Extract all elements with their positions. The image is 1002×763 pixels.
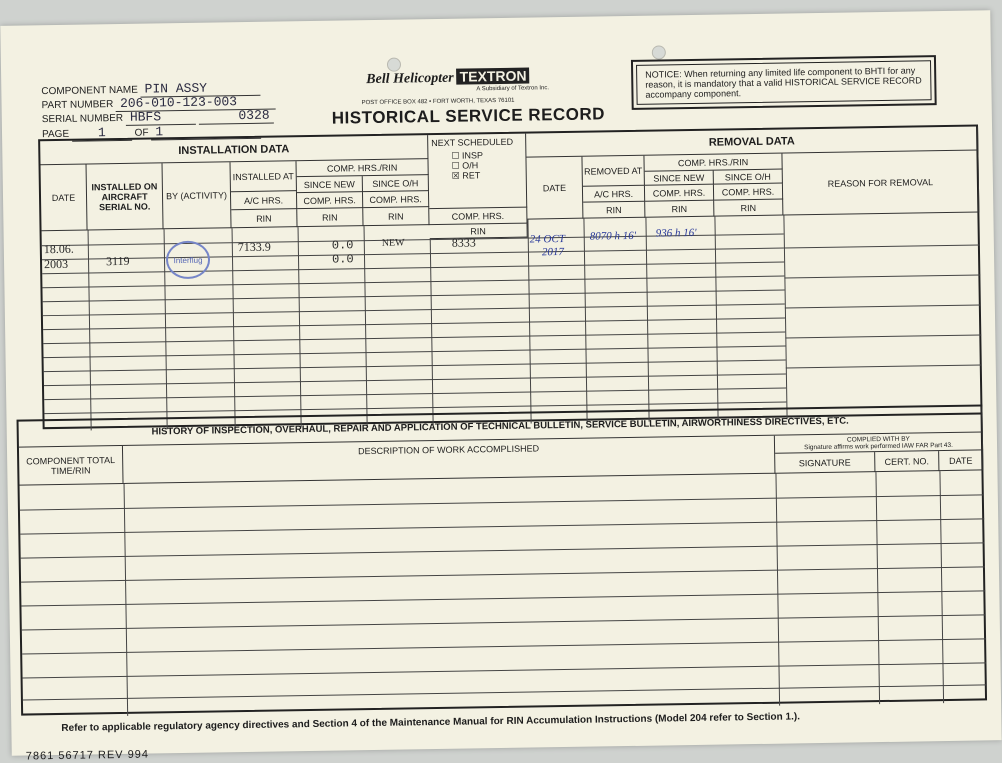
form-number: 7861 56717 REV 994 [25,748,150,763]
component-name-field: COMPONENT NAME PIN ASSY [41,80,261,99]
oh-checkbox: ☐ O/H [451,160,479,171]
cert-no-header: CERT. NO. [875,451,939,472]
complied-with-note: COMPLIED WITH BY Signature affirms work performed IAW FAR Part 43. [775,432,983,453]
installed-ac-hrs-entry: 7133.9 [237,239,271,255]
removed-ac-hrs-entry: 8070 h 16' [589,229,637,243]
installation-removal-table: INSTALLATION DATA NEXT SCHEDULED ☐ INSP ☐ O/H ☒ RET REMOVAL DATA DATE INSTALLED ON AIRCRAFT SERIAL NO. BY (ACTIVITY) INSTALLED AT A/C HRS. RIN COMP. HRS./RIN SINCE NEW SINCE O/H COMP. HRS. COMP. HRS. RIN RIN COMP. HRS. RIN DATE REMOVED AT A/C HRS. RIN COMP. HRS./RIN SINCE NEW SINCE O/H COMP. HRS. COMP. HRS. RIN RIN REASON FOR REMOVAL 18.06. 2003 3119 Interflug 7133.9 0.0 0.0 NEW 8333 24 OCT 2017 8070 h 16' 936 h 16' [38,124,982,429]
insp-checkbox: ☐ INSP [451,150,484,161]
install-comp-hrs-header: COMP. HRS./RIN [296,159,428,177]
bell-helicopter-logo: Bell Helicopter TEXTRON [366,68,530,89]
history-heading: HISTORY OF INSPECTION, OVERHAUL, REPAIR AND APPLICATION OF TECHNICAL BULLETIN, SERVICE BULLETIN, AIRWORTHINESS DIRECTIVES, ETC. [19,406,983,447]
removed-at-header: REMOVED AT [582,156,644,187]
component-total-header: COMPONENT TOTAL TIME/RIN [19,446,124,486]
history-date-header: DATE [939,450,983,471]
next-comp-hrs-entry: 8333 [451,235,476,250]
part-number-field: PART NUMBER 206-010-123-003 [41,94,276,114]
removal-data-heading: REMOVAL DATA [526,126,978,157]
removal-since-new-entry: 936 h 16' [655,226,697,240]
component-name-value: PIN ASSY [141,80,261,98]
part-number-value: 206-010-123-003 [116,94,276,113]
activity-stamp: Interflug [166,241,211,280]
removal-date-entry: 24 OCT [529,232,565,246]
punch-hole [652,45,666,59]
removal-date-header: DATE [526,157,583,220]
form-title: HISTORICAL SERVICE RECORD [331,104,606,128]
install-date-header: DATE [41,164,88,231]
service-record-sheet [0,10,1001,763]
by-activity-header: BY (ACTIVITY) [163,162,232,229]
aircraft-serial-header: INSTALLED ON AIRCRAFT SERIAL NO. [87,163,164,230]
serial-number-value: HBFS [126,109,196,126]
page-field: PAGE 1 OF 1 [42,123,262,142]
notice-box: NOTICE: When returning any limited life component to BHTI for any reason, it is mandatory that a valid HISTORICAL SERVICE RECORD accompany component. [631,55,937,110]
reason-for-removal-header: REASON FOR REMOVAL [782,150,979,215]
ret-checkbox: ☒ RET [451,170,481,181]
next-scheduled-heading: NEXT SCHEDULED ☐ INSP ☐ O/H ☒ RET [428,134,527,210]
history-table [17,404,988,715]
serial-number-suffix: 0328 [199,108,274,125]
installed-at-header: INSTALLED AT [230,161,296,192]
aircraft-serial-entry: 3119 [105,253,130,269]
install-date-entry: 18.06. [43,241,74,257]
address-text: POST OFFICE BOX 482 • FORT WORTH, TEXAS 76101 [361,97,515,107]
footer-note: Refer to applicable regulatory agency directives and Section 4 of the Maintenance Manual for RIN Accumulation Instructions (Model 204 refer to Section 1.). [61,711,801,734]
installation-data-heading: INSTALLATION DATA [40,135,428,165]
signature-header: SIGNATURE [775,452,875,474]
subsidiary-text: A Subsidiary of Textron Inc. [476,85,550,93]
description-header: DESCRIPTION OF WORK ACCOMPLISHED [123,436,776,484]
serial-number-field: SERIAL NUMBER HBFS 0328 [42,108,274,128]
